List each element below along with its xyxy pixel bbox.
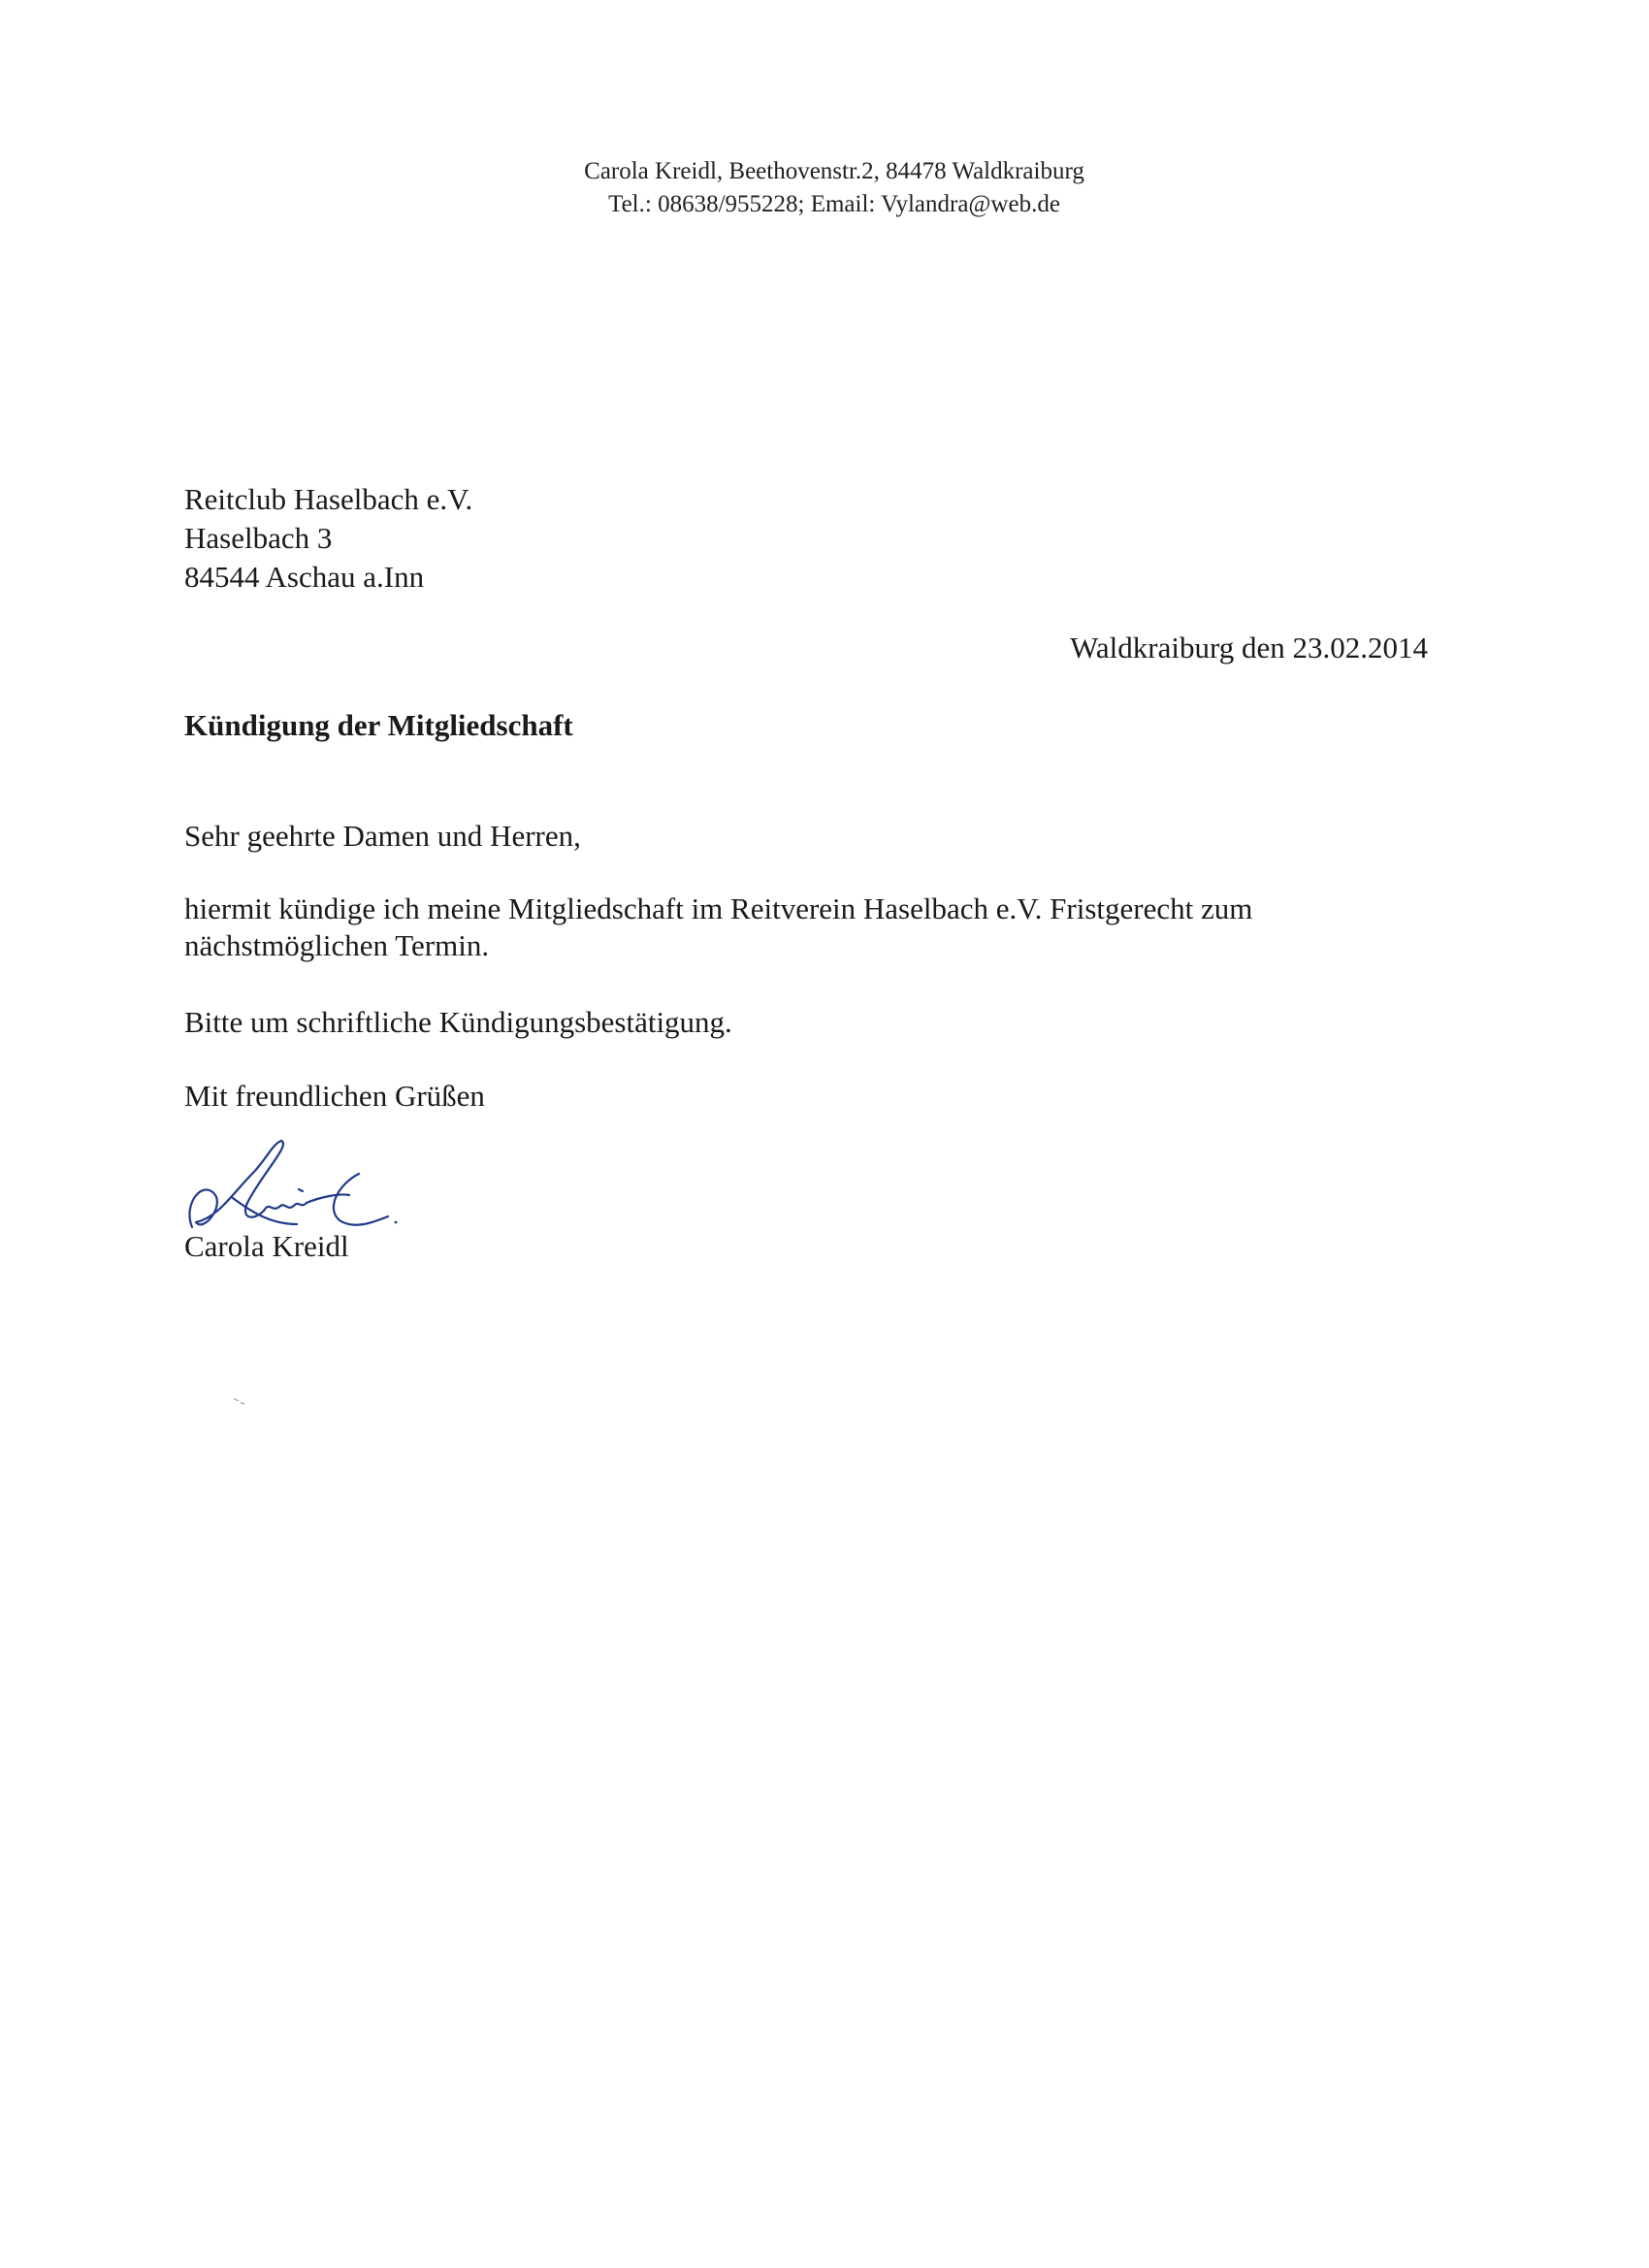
letter-salutation: Sehr geehrte Damen und Herren, <box>184 819 581 853</box>
recipient-city: 84544 Aschau a.Inn <box>184 560 425 594</box>
letter-subject: Kündigung der Mitgliedschaft <box>184 708 573 742</box>
recipient-name: Reitclub Haselbach e.V. <box>184 482 473 516</box>
signer-name: Carola Kreidl <box>184 1229 349 1263</box>
letter-body-line: nächstmöglichen Termin. <box>184 928 490 962</box>
letter-closing: Mit freundlichen Grüßen <box>184 1079 485 1113</box>
letter-body <box>184 891 1397 964</box>
letter-request: Bitte um schriftliche Kündigungsbestätigung. <box>184 1005 732 1039</box>
recipient-address <box>184 480 472 597</box>
sender-contact-line: Tel.: 08638/955228; Email: Vylandra@web.de <box>608 191 1060 217</box>
letter-body-line: hiermit kündige ich meine Mitgliedschaft im Reitverein Haselbach e.V. Fristgerecht zum <box>184 891 1253 925</box>
letter-date: Waldkraiburg den 23.02.2014 <box>1070 631 1428 664</box>
sender-address-line: Carola Kreidl, Beethovenstr.2, 84478 Waldkraiburg <box>584 158 1084 184</box>
scan-speck <box>233 1397 246 1405</box>
recipient-street: Haselbach 3 <box>184 521 333 555</box>
